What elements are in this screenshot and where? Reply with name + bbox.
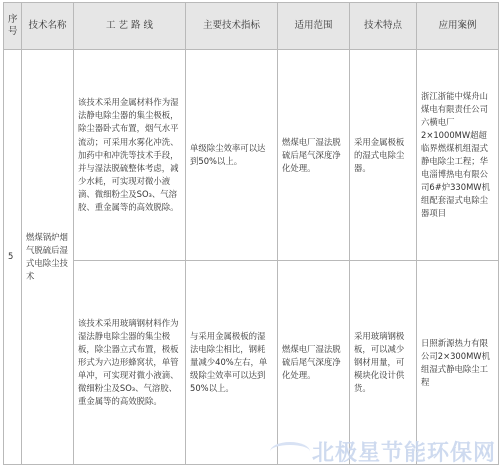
header-case: 应用案例: [417, 3, 499, 50]
header-scope: 适用范围: [278, 3, 350, 50]
header-route: 工 艺 路 线: [74, 3, 186, 50]
table-row: [4, 50, 499, 261]
row-tech-name: 燃煤锅炉烟气脱硫后湿式电除尘技术: [22, 50, 74, 465]
header-indicator: 主要技术指标: [186, 3, 278, 50]
route-cell: 该技术采用金属材料作为湿法静电除尘器的集尘极板，除尘器卧式布置，烟气水平流动；可采用水雾化冲洗、加药中和冲洗等技术手段，并与湿法脱硫整体考虑，减少水耗，可实现对微小液滴、微细粉尘及SO₃、气溶胶、重金属等的高效脱除。: [74, 50, 186, 261]
route-cell: 该技术采用玻璃钢材料作为湿法静电除尘器的集尘极板，除尘器立式布置，极板形式为六边形蜂窝状，单管单冲，可实现对微小液滴、微细粉尘及SO₃、气溶胶、重金属等的高效脱除。: [74, 261, 186, 465]
scope-cell: 燃煤电厂湿法脱硫后尾气深度净化处理。: [278, 261, 350, 465]
case-cell: 日照新源热力有限公司2×300MW机组湿式静电除尘工程: [417, 261, 499, 465]
row-seq: 5: [4, 50, 22, 465]
scope-cell: 燃煤电厂湿法脱硫后尾气深度净化处理。: [278, 50, 350, 261]
indicator-cell: 单级除尘效率可以达到50%以上。: [186, 50, 278, 261]
feature-cell: 采用玻璃钢极板，可以减少钢材用量，可模块化设计供货。: [350, 261, 417, 465]
header-name: 技术名称: [22, 3, 74, 50]
indicator-cell: 与采用金属极板的湿法电除尘相比，钢耗量减少40%左右，单级除尘效率可以达到50%以上。: [186, 261, 278, 465]
technology-table: [3, 2, 499, 465]
watermark-swoosh-icon: [270, 442, 310, 461]
watermark: 北极星节能环保网: [311, 441, 496, 466]
case-cell: 浙江浙能中煤舟山煤电有限责任公司六横电厂2×1000MW超超临界燃煤机组湿式静电除尘工程；华电淄博热电有限公司6#炉330MW机组配套湿式电除尘器项目: [417, 50, 499, 261]
table-row: [4, 261, 499, 465]
header-feature: 技术特点: [350, 3, 417, 50]
header-seq: 序号: [4, 3, 22, 50]
header-row: [4, 3, 499, 50]
feature-cell: 采用金属极板的湿式电除尘器。: [350, 50, 417, 261]
